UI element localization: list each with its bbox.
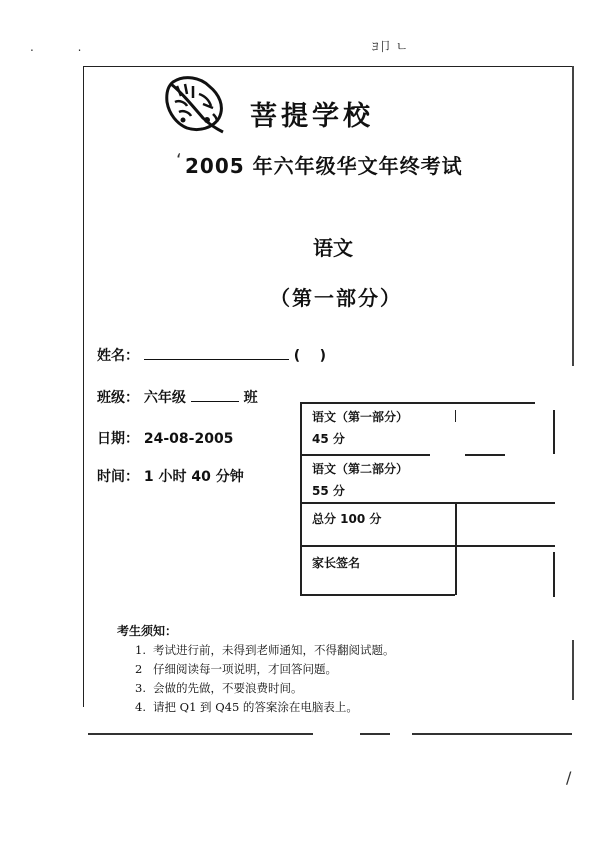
part2-label: 语文（第二部分） [312,462,409,476]
score-table-line [300,502,555,504]
total-score-label: 总分 100 分 [312,512,382,526]
scan-mark-bottom-right: / [566,768,572,787]
note-number: 1. [135,643,146,657]
part2-score: 55 分 [312,484,345,498]
note-item [135,661,337,677]
note-text: 请把 Q1 到 Q45 的答案涂在电脑表上。 [153,700,358,714]
name-label: 姓名： [97,348,139,364]
time-label: 时间： [97,469,139,485]
score-table-line [300,402,535,404]
score-table [300,402,555,597]
class-field [97,387,258,407]
score-table-line [455,410,456,422]
bottom-rule-right [412,733,572,735]
class-label: 班级： [97,390,139,406]
name-blank[interactable] [144,345,289,360]
name-paren: ( ) [293,348,327,364]
score-table-line [455,502,457,595]
part-title: （第一部分） [270,286,402,310]
score-table-line [553,410,555,454]
class-prefix: 六年级 [143,390,186,406]
part1-score: 45 分 [312,432,345,446]
note-item [135,680,303,696]
part1-label: 语文（第一部分） [312,410,409,424]
date-value: 24-08-2005 [143,431,234,447]
scan-mark-comma: ʻ [176,150,182,171]
score-table-line [465,454,505,456]
note-item [135,642,395,658]
note-item [135,699,358,715]
note-number: 3. [135,681,146,695]
notes-title: 考生须知： [117,624,178,638]
class-blank[interactable] [191,387,239,402]
note-text: 考试进行前，未得到老师通知，不得翻阅试题。 [153,643,395,657]
note-text: 仔细阅读每一项说明，才回答问题。 [153,662,337,676]
name-field [97,345,326,365]
score-table-line [300,454,430,456]
scan-mark-top-right: ﾖ卩 ㄴ [372,40,409,55]
score-table-line [553,552,555,597]
subject-title: 语文 [313,236,353,260]
parent-signature-label: 家长签名 [312,556,361,570]
score-table-line [300,594,455,596]
note-text: 会做的先做，不要浪费时间。 [153,681,303,695]
bodhi-leaf-logo-icon [163,74,229,136]
frame-right-edge-lower [572,640,574,700]
time-value: 1 小时 40 分钟 [143,469,244,485]
note-number: 2 [135,662,143,676]
score-table-line [300,545,555,547]
exam-title: 2005 年六年级华文年终考试 [185,154,463,178]
note-number: 4. [135,700,146,714]
bottom-rule-left [88,733,313,735]
date-label: 日期： [97,431,139,447]
scan-mark-top-left: . . [30,40,102,54]
school-name: 菩提学校 [250,101,374,132]
date-field [97,428,233,448]
bottom-rule-mid [360,733,390,735]
time-field [97,466,244,486]
class-suffix: 班 [243,390,258,406]
frame-right-edge [572,66,574,366]
score-table-line [300,402,302,595]
